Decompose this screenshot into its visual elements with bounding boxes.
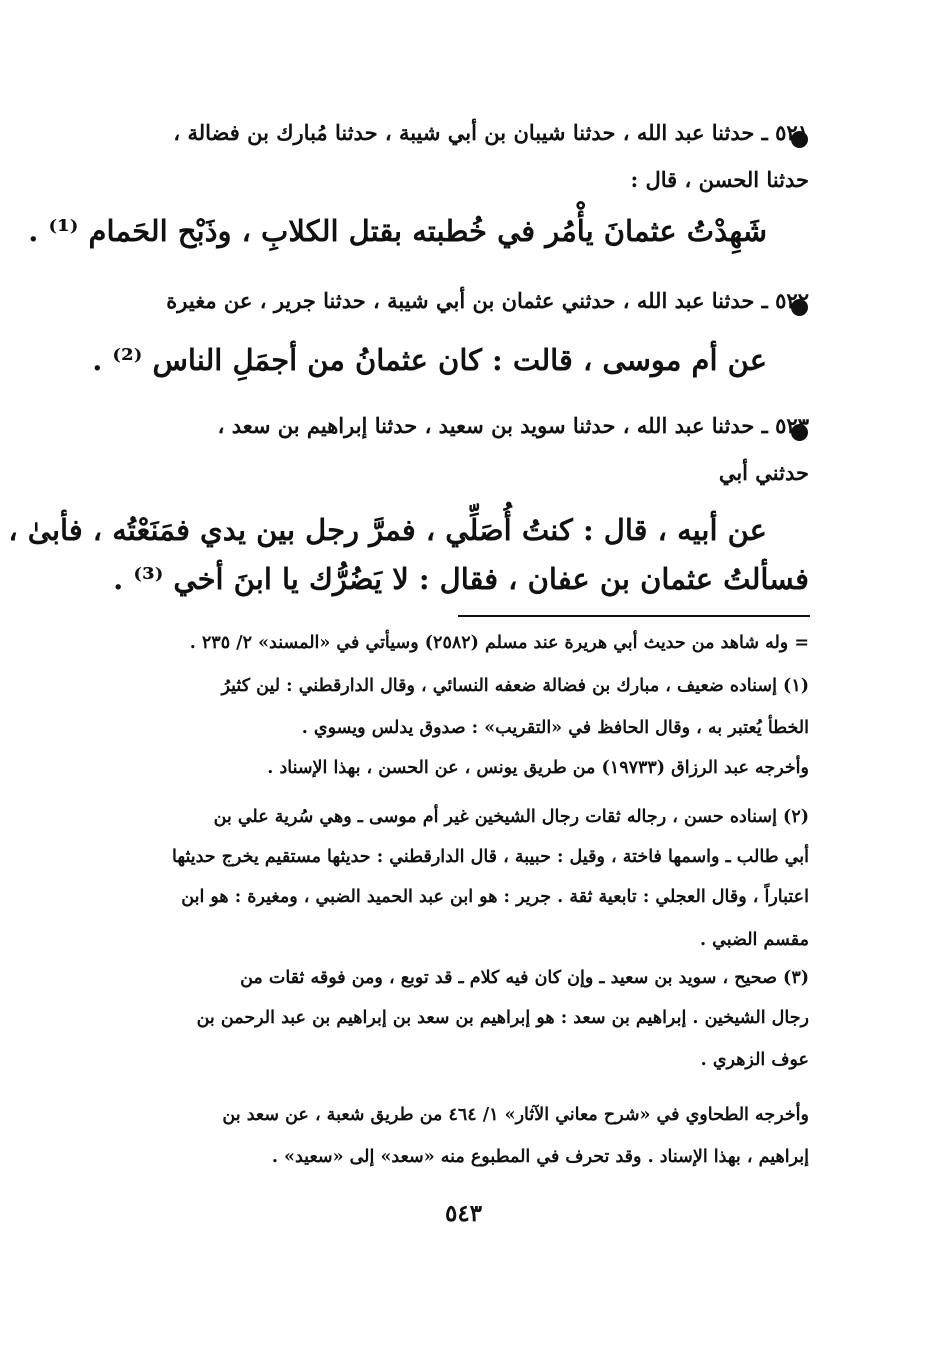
- hadith-521-matn: شَهِدْتُ عثمانَ يأْمُر في خُطبته بقتل الكلابِ ، وذَبْح الحَمام ⁽¹⁾ .: [28, 214, 767, 248]
- footnote-line: الخطأ يُعتبر به ، وقال الحافظ في «التقريب» : صدوق يدلس ويسوي .: [301, 718, 809, 738]
- hadith-523-matn-2: فسألتُ عثمان بن عفان ، فقال : لا يَضُرُّك يا ابنَ أخي ⁽³⁾ .: [113, 562, 809, 596]
- footnote-line: مقسم الضبي .: [700, 930, 809, 950]
- footnote-line: وأخرجه الطحاوي في «شرح معاني الآثار» ١/ ٤٦٤ من طريق شعبة ، عن سعد بن: [222, 1105, 809, 1125]
- footnote-line: إبراهيم ، بهذا الإسناد . وقد تحرف في المطبوع منه «سعد» إلى «سعيد» .: [271, 1147, 809, 1167]
- footnote-line: اعتباراً ، وقال العجلي : تابعية ثقة . جرير : هو ابن عبد الحميد الضبي ، ومغيرة : هو ابن: [181, 887, 809, 907]
- hadith-522-matn: عن أم موسى ، قالت : كان عثمانُ من أجمَلِ الناس ⁽²⁾ .: [92, 343, 767, 377]
- hadith-523-matn-1: عن أبيه ، قال : كنتُ أُصَلِّي ، فمرَّ رجل بين يدي فمَنَعْتُه ، فأبىٰ ،: [8, 513, 767, 547]
- footnote-line: (٢) إسناده حسن ، رجاله ثقات رجال الشيخين غير أم موسى ـ وهي سُرية علي بن: [213, 807, 809, 827]
- footnote-line: عوف الزهري .: [700, 1050, 809, 1070]
- hadith-523-line-1: ٥٢٣ ـ حدثنا عبد الله ، حدثنا سويد بن سعيد ، حدثنا إبراهيم بن سعد ،: [217, 413, 809, 438]
- hadith-522-line-1: ٥٢٢ ـ حدثنا عبد الله ، حدثني عثمان بن أبي شيبة ، حدثنا جرير ، عن مغيرة: [166, 288, 809, 313]
- hadith-521-line-2: حدثنا الحسن ، قال :: [630, 167, 809, 192]
- footnote-line: (٣) صحيح ، سويد بن سعيد ـ وإن كان فيه كلام ـ قد توبع ، ومن فوقه ثقات من: [240, 968, 809, 988]
- footnote-line: أبي طالب ـ واسمها فاختة ، وقيل : حبيبة ، قال الدارقطني : حديثها مستقيم يخرج حديثها: [172, 847, 809, 867]
- page-number: ٥٤٣: [444, 1200, 483, 1227]
- footnote-line: وأخرجه عبد الرزاق (١٩٧٣٣) من طريق يونس ، عن الحسن ، بهذا الإسناد .: [267, 758, 809, 778]
- hadith-523-line-2: حدثني أبي: [718, 460, 809, 485]
- footnote-line: (١) إسناده ضعيف ، مبارك بن فضالة ضعفه النسائي ، وقال الدارقطني : لين كثيرُ: [221, 676, 809, 696]
- hadith-521-line-1: ٥٢١ ـ حدثنا عبد الله ، حدثنا شيبان بن أبي شيبة ، حدثنا مُبارك بن فضالة ،: [173, 120, 809, 145]
- footnote-separator: [458, 615, 810, 617]
- footnote-line: = وله شاهد من حديث أبي هريرة عند مسلم (٢٥٨٢) وسيأتي في «المسند» ٢/ ٢٣٥ .: [189, 633, 809, 653]
- footnote-line: رجال الشيخين . إبراهيم بن سعد : هو إبراهيم بن سعد بن إبراهيم بن عبد الرحمن بن: [196, 1008, 809, 1028]
